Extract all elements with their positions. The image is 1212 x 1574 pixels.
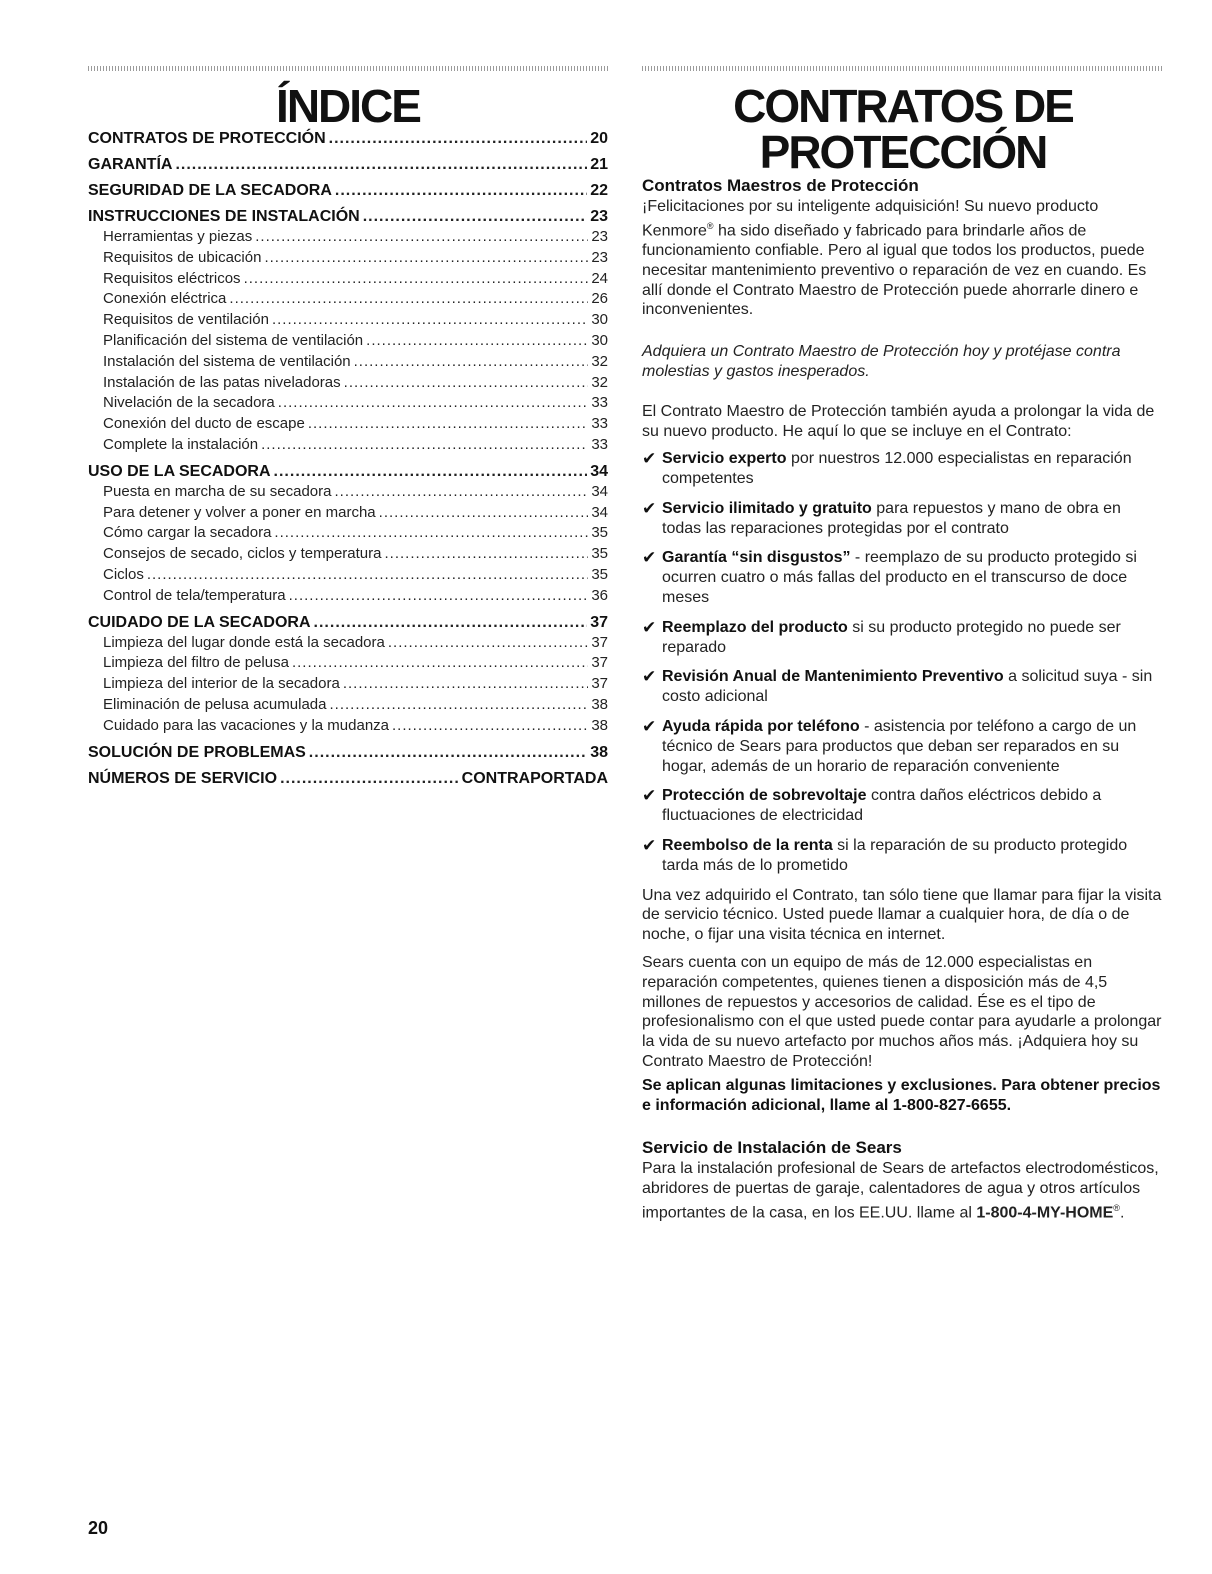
toc-dot-leader (329, 695, 588, 716)
toc-dot-leader (255, 227, 588, 248)
toc-entry-label: Requisitos de ventilación (103, 311, 269, 329)
benefits-list (642, 449, 1164, 875)
toc-entry-label: Limpieza del filtro de pelusa (103, 654, 289, 672)
index-column (88, 66, 608, 789)
toc-entry (88, 503, 608, 524)
toc-dot-leader (392, 716, 588, 737)
limitations-note: Se aplican algunas limitaciones y exclusiones. Para obtener precios e información adicional, llame al 1-800-827-6655. (642, 1076, 1161, 1114)
toc-entry-label: SEGURIDAD DE LA SECADORA (88, 182, 332, 199)
benefit-item (642, 786, 1164, 826)
toc-entry (88, 352, 608, 373)
toc-dot-leader (384, 544, 588, 565)
toc-dot-leader (244, 269, 589, 290)
toc-dot-leader (289, 586, 589, 607)
once-acquired-paragraph: Una vez adquirido el Contrato, tan sólo tiene que llamar para fijar la visita de servicio técnico. Usted puede llamar a cualquier hora, de día o de noche, o fijar una visita técnica en internet. (642, 886, 1162, 944)
toc-dot-leader (229, 289, 588, 310)
toc-entry (88, 523, 608, 544)
toc-entry-page: 35 (591, 565, 608, 583)
toc-entry (88, 269, 608, 290)
toc-entry-label: SOLUCIÓN DE PROBLEMAS (88, 743, 306, 761)
top-rule-left (88, 66, 608, 71)
toc-entry-page: 38 (591, 716, 608, 734)
toc-entry-label: USO DE LA SECADORA (88, 462, 271, 480)
toc-dot-leader (309, 743, 587, 763)
toc-entry-page: 34 (590, 462, 608, 480)
toc-entry-page: 33 (591, 435, 608, 453)
benefit-description: si su producto protegido no puede ser reparado (662, 618, 1121, 656)
toc-entry (88, 544, 608, 565)
toc-entry (88, 310, 608, 331)
toc-entry-page: 20 (590, 130, 608, 147)
toc-dot-leader (366, 331, 588, 352)
intro-paragraph (642, 197, 1164, 320)
toc-entry (88, 613, 608, 633)
toc-entry (88, 462, 608, 482)
toc-entry (88, 289, 608, 310)
benefit-item (642, 618, 1164, 658)
benefit-text (662, 717, 1164, 776)
toc-entry (88, 129, 608, 149)
italic-note: Adquiera un Contrato Maestro de Protección hoy y protéjase contra molestias y gastos inesperados. (642, 343, 1121, 380)
toc-dot-leader (274, 523, 588, 544)
toc-entry (88, 695, 608, 716)
toc-dot-leader (278, 393, 589, 414)
benefit-text (662, 667, 1164, 707)
toc-entry-label: CONTRATOS DE PROTECCIÓN (88, 130, 326, 147)
toc-entry-page: 34 (591, 503, 608, 521)
contracts-column (642, 66, 1164, 1223)
toc-entry-label: Herramientas y piezas (103, 228, 253, 245)
toc-dot-leader (379, 503, 589, 524)
registered-mark: ® (706, 220, 714, 231)
toc-entry-label: Cuidado para las vacaciones y la mudanza (103, 716, 390, 734)
checkmark-icon: ✔ (642, 498, 657, 518)
benefit-head: Protección de sobrevoltaje (662, 787, 867, 805)
toc-entry-page: 34 (591, 482, 608, 500)
benefit-description: para repuestos y mano de obra en todas las reparaciones protegidas por el contrato (662, 499, 1121, 537)
benefit-head: Garantía “sin disgustos” (662, 549, 851, 567)
toc-entry-page: 26 (591, 290, 608, 308)
toc-entry-label: NÚMEROS DE SERVICIO (88, 769, 278, 787)
toc-entry-page: 22 (590, 182, 608, 199)
index-title: ÍNDICE (276, 80, 420, 132)
toc-entry-label: Complete la instalación (103, 435, 259, 453)
toc-entry-page: 23 (590, 208, 608, 225)
checkmark-icon: ✔ (642, 667, 657, 687)
toc-dot-leader (335, 181, 587, 201)
checkmark-icon: ✔ (642, 786, 657, 806)
toc-entry-page: 36 (591, 586, 608, 604)
benefit-description: si la reparación de su producto protegido tarda más de lo prometido (662, 837, 1128, 874)
table-of-contents (88, 129, 608, 789)
toc-entry-label: Consejos de secado, ciclos y temperatura (103, 545, 382, 563)
toc-entry (88, 674, 608, 695)
install-text: Para la instalación profesional de Sears de artefactos electrodomésticos, abridores de puertas de garaje, calentadores de agua y otros artículos importantes de la casa, en los EE.UU. llame al (642, 1160, 1159, 1222)
toc-entry-page: 30 (591, 331, 608, 349)
toc-dot-leader (334, 482, 588, 503)
toc-entry (88, 435, 608, 456)
toc-entry-label: CUIDADO DE LA SECADORA (88, 613, 311, 631)
top-rule-right (642, 66, 1164, 71)
toc-entry-label: Cómo cargar la secadora (103, 524, 272, 542)
toc-entry-page: 32 (591, 373, 608, 391)
toc-entry-label: Control de tela/temperatura (103, 586, 286, 604)
toc-entry (88, 743, 608, 763)
benefit-text (662, 449, 1164, 489)
toc-entry-label: Nivelación de la secadora (103, 394, 275, 412)
benefit-head: Servicio experto (662, 450, 787, 468)
toc-entry-page: 23 (591, 248, 608, 266)
toc-entry-label: Requisitos de ubicación (103, 248, 262, 266)
checkmark-icon: ✔ (642, 449, 657, 469)
toc-entry (88, 414, 608, 435)
toc-entry-page: 33 (591, 415, 608, 433)
toc-dot-leader (343, 674, 589, 695)
toc-dot-leader (354, 352, 589, 373)
benefit-description: - asistencia por teléfono a cargo de un técnico de Sears para productos que deban ser reparados en su hogar, además de un horario de reparación conveniente (662, 718, 1137, 775)
toc-entry-label: Planificación del sistema de ventilación (103, 331, 364, 349)
toc-dot-leader (261, 435, 588, 456)
toc-entry (88, 248, 608, 269)
toc-entry-page: 21 (590, 156, 608, 173)
install-end: . (1119, 1204, 1125, 1222)
toc-entry-page: 23 (591, 228, 608, 245)
contracts-title-line1: CONTRATOS DE (733, 80, 1073, 132)
benefit-item (642, 449, 1164, 489)
toc-entry (88, 633, 608, 654)
benefit-head: Reemplazo del producto (662, 618, 848, 636)
toc-entry (88, 393, 608, 414)
toc-entry-label: Limpieza del interior de la secadora (103, 675, 340, 693)
master-contracts-heading: Contratos Maestros de Protección (642, 176, 919, 195)
toc-entry-label: Ciclos (103, 565, 144, 583)
toc-entry-label: Limpieza del lugar donde está la secadora (103, 633, 385, 651)
toc-entry-label: INSTRUCCIONES DE INSTALACIÓN (88, 208, 360, 225)
toc-entry-page: 33 (591, 394, 608, 412)
intro-text-b: ha sido diseñado y fabricado para brindarle años de funcionamiento confiable. Pero al igual que todos los productos, puede necesitar mantenimiento preventivo o reparación de vez en cuando. Es allí donde el Contrato Maestro de Protección puede ahorrarle dinero e inconvenientes. (642, 222, 1147, 319)
benefit-item (642, 836, 1164, 876)
benefit-text (662, 548, 1164, 607)
install-phone: 1-800-4-MY-HOME (976, 1204, 1114, 1222)
toc-entry (88, 155, 608, 175)
toc-entry-page: 30 (591, 311, 608, 329)
toc-entry (88, 769, 608, 789)
toc-entry-page: 38 (590, 743, 608, 761)
toc-entry-page: 35 (591, 524, 608, 542)
toc-entry-label: Conexión eléctrica (103, 290, 227, 308)
checkmark-icon: ✔ (642, 617, 657, 637)
toc-entry-label: Conexión del ducto de escape (103, 415, 305, 433)
toc-entry-label: Puesta en marcha de su secadora (103, 482, 332, 500)
toc-entry-page: 37 (591, 675, 608, 693)
toc-entry (88, 227, 608, 248)
benefit-description: contra daños eléctricos debido a fluctuaciones de electricidad (662, 787, 1102, 825)
toc-entry (88, 565, 608, 586)
toc-entry-page: 38 (591, 695, 608, 713)
contracts-title (642, 80, 1164, 178)
benefit-item (642, 667, 1164, 707)
benefit-text (662, 499, 1164, 539)
toc-entry-page: 32 (591, 352, 608, 370)
benefit-description: - reemplazo de su producto protegido si ocurren cuatro o más fallas del producto en el transcurso de doce meses (662, 549, 1137, 607)
checkmark-icon: ✔ (642, 717, 657, 737)
toc-dot-leader (363, 207, 587, 227)
benefit-item (642, 548, 1164, 607)
toc-entry (88, 482, 608, 503)
benefit-text (662, 836, 1164, 876)
intro-text-a: ¡Felicitaciones por su inteligente adquisición! Su nuevo producto Kenmore (642, 198, 1099, 240)
toc-entry-page: 37 (590, 613, 608, 631)
toc-entry-label: Requisitos eléctricos (103, 269, 241, 287)
toc-dot-leader (274, 462, 588, 482)
toc-entry (88, 586, 608, 607)
contracts-title-line2: PROTECCIÓN (759, 126, 1047, 178)
toc-entry (88, 716, 608, 737)
checkmark-icon: ✔ (642, 548, 657, 568)
benefit-item (642, 717, 1164, 776)
toc-dot-leader (147, 565, 588, 586)
toc-entry-label: Instalación de las patas niveladoras (103, 373, 341, 391)
toc-dot-leader (344, 373, 589, 394)
install-registered-mark: ® (1113, 1203, 1120, 1213)
toc-entry (88, 331, 608, 352)
toc-entry-page: 35 (591, 545, 608, 563)
benefit-text (662, 786, 1164, 826)
install-paragraph (642, 1159, 1164, 1223)
toc-entry-label: Instalación del sistema de ventilación (103, 352, 351, 370)
benefit-text (662, 618, 1164, 658)
benefit-description: a solicitud suya - sin costo adicional (662, 668, 1153, 706)
toc-entry (88, 207, 608, 227)
sears-team-paragraph: Sears cuenta con un equipo de más de 12.000 especialistas en reparación competentes, quienes tienen a disposición más de 4,5 millones de repuestos y accesorios de calidad. Ése es el tipo de profesionalismo con el que usted puede contar para ayudarle a prolongar la vida de su nuevo artefacto por muchos años más. ¡Adquiera hoy su Contrato Maestro de Protección! (642, 954, 1162, 1071)
toc-entry (88, 373, 608, 394)
toc-dot-leader (272, 310, 588, 331)
install-service-heading: Servicio de Instalación de Sears (642, 1138, 902, 1158)
toc-entry-page: 37 (591, 633, 608, 651)
also-helps-paragraph: El Contrato Maestro de Protección también ayuda a prolongar la vida de su nuevo producto. He aquí lo que se incluye en el Contrato: (642, 402, 1155, 440)
toc-entry-page: CONTRAPORTADA (461, 769, 608, 787)
toc-entry (88, 653, 608, 674)
benefit-head: Ayuda rápida por teléfono (662, 718, 860, 736)
toc-entry-page: 24 (591, 269, 608, 287)
checkmark-icon: ✔ (642, 836, 657, 856)
toc-entry-label: Para detener y volver a poner en marcha (103, 503, 376, 521)
toc-dot-leader (314, 613, 588, 633)
benefit-description: por nuestros 12.000 especialistas en reparación competentes (662, 450, 1132, 488)
toc-dot-leader (280, 769, 459, 789)
toc-dot-leader (329, 129, 588, 149)
toc-entry (88, 181, 608, 201)
toc-dot-leader (175, 155, 587, 175)
toc-dot-leader (388, 633, 588, 654)
benefit-head: Servicio ilimitado y gratuito (662, 499, 872, 517)
benefit-item (642, 499, 1164, 539)
benefit-head: Revisión Anual de Mantenimiento Preventivo (662, 668, 1004, 686)
toc-entry-label: Eliminación de pelusa acumulada (103, 695, 327, 713)
toc-dot-leader (264, 248, 588, 269)
toc-entry-page: 37 (591, 654, 608, 672)
toc-dot-leader (292, 653, 588, 674)
page-number: 20 (88, 1518, 109, 1538)
benefit-head: Reembolso de la renta (662, 837, 833, 855)
toc-entry-label: GARANTÍA (88, 156, 173, 173)
toc-dot-leader (308, 414, 589, 435)
